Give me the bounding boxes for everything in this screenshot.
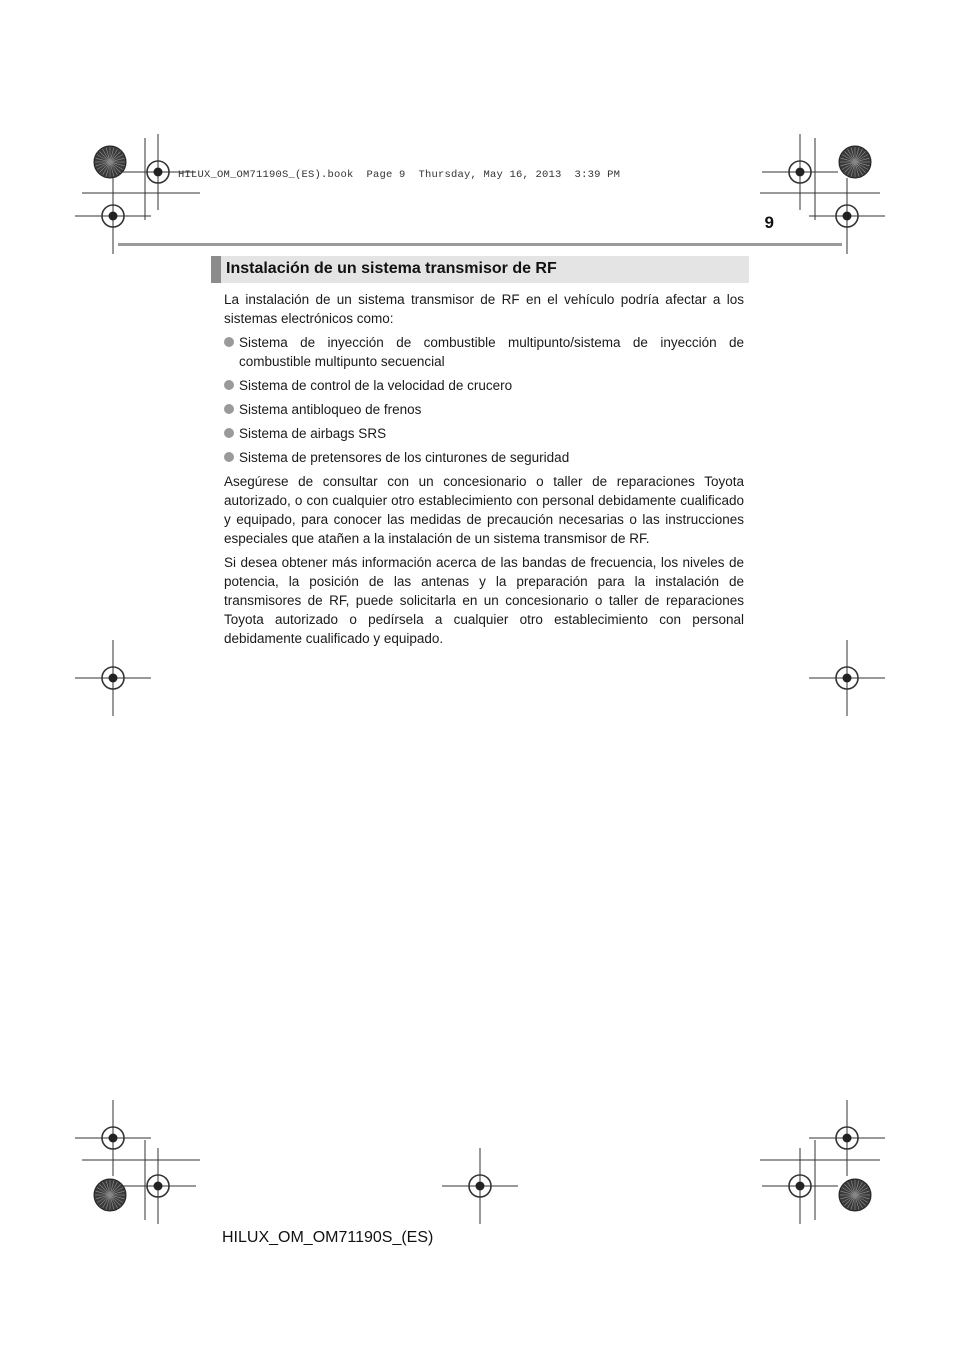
bullet-icon	[224, 380, 234, 390]
crosshair-icon	[762, 1148, 838, 1224]
registration-starburst-icon	[839, 146, 871, 178]
list-item-text: Sistema de pretensores de los cinturones de seguridad	[239, 450, 570, 465]
list-item-text: Sistema antibloqueo de frenos	[239, 402, 422, 417]
crosshair-icon	[75, 1100, 151, 1176]
list-item-text: Sistema de airbags SRS	[239, 426, 387, 441]
precaution-paragraph: Asegúrese de consultar con un concesionario o taller de reparaciones Toyota autorizado, o con cualquier otro establecimiento con personal debidamente cualificado y equipado, para conocer las medidas de precaución necesarias o las instrucciones especiales que atañen a la instalación de un sistema transmisor de RF.	[224, 474, 744, 546]
top-rule	[118, 243, 842, 246]
book-info-line: HILUX_OM_OM71190S_(ES).book Page 9 Thursday, May 16, 2013 3:39 PM	[178, 169, 621, 181]
crosshair-icon	[75, 640, 151, 716]
crosshair-icon	[809, 1100, 885, 1176]
crosshair-icon	[120, 1148, 196, 1224]
bullet-icon	[224, 404, 234, 414]
info-paragraph: Si desea obtener más información acerca de las bandas de frecuencia, los niveles de potencia, la posición de las antenas y la preparación para la instalación de transmisores de RF, puede solicitarla en un concesionario o taller de reparaciones Toyota autorizado o pedírsela a cualquier otro establecimiento con personal debidamente cualificado y equipado.	[224, 555, 744, 646]
crosshair-icon	[762, 134, 838, 210]
list-item	[224, 400, 744, 419]
section-header	[211, 256, 749, 283]
crosshair-icon	[809, 640, 885, 716]
body-content	[224, 290, 744, 653]
registration-starburst-icon	[94, 146, 126, 178]
list-item	[224, 448, 744, 467]
bullet-icon	[224, 452, 234, 462]
registration-starburst-icon	[94, 1179, 126, 1211]
list-item	[224, 424, 744, 443]
section-title: Instalación de un sistema transmisor de RF	[226, 260, 557, 277]
bullet-icon	[224, 428, 234, 438]
intro-paragraph: La instalación de un sistema transmisor de RF en el vehículo podría afectar a los sistemas electrónicos como:	[224, 292, 744, 326]
crosshair-icon	[442, 1148, 518, 1224]
list-item-text: Sistema de inyección de combustible multipunto/sistema de inyección de combustible multipunto secuencial	[239, 335, 744, 369]
footer-code: HILUX_OM_OM71190S_(ES)	[222, 1229, 434, 1246]
list-item	[224, 376, 744, 395]
bullet-icon	[224, 337, 234, 347]
list-item-text: Sistema de control de la velocidad de crucero	[239, 378, 513, 393]
page-number: 9	[764, 213, 774, 232]
list-item	[224, 333, 744, 371]
registration-starburst-icon	[839, 1179, 871, 1211]
